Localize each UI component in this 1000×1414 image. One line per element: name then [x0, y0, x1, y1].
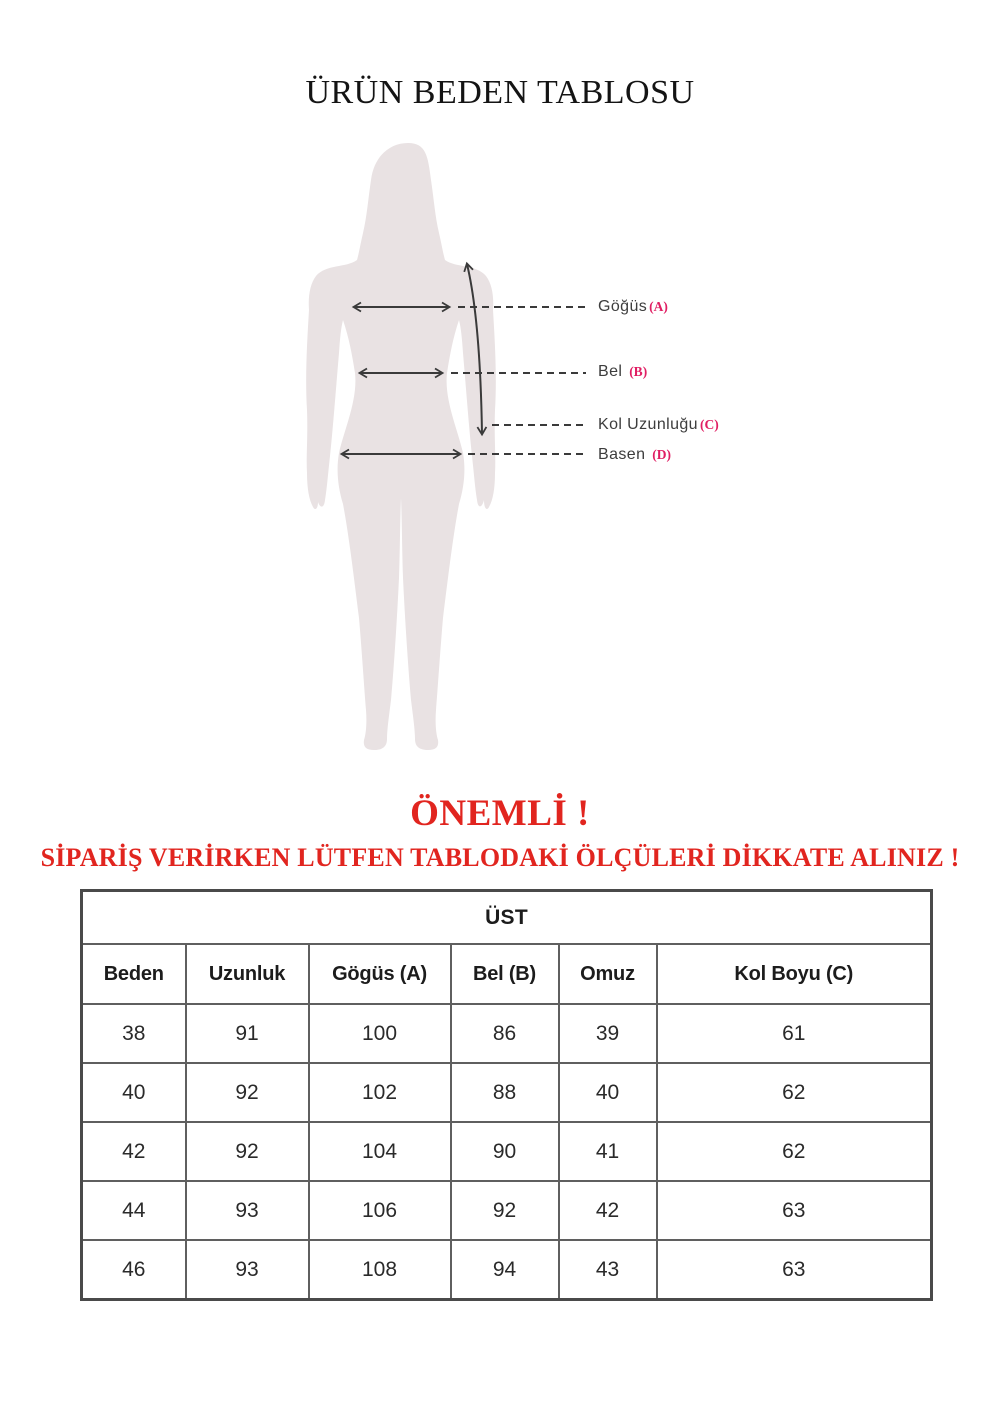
table-row — [82, 1004, 932, 1063]
measurement-label-code: (D) — [652, 447, 671, 462]
measurement-label-hip — [598, 444, 671, 466]
table-cell: 44 — [82, 1181, 186, 1240]
table-cell: 92 — [186, 1122, 309, 1181]
table-cell: 108 — [309, 1240, 451, 1300]
table-cell: 40 — [82, 1063, 186, 1122]
table-cell: 92 — [186, 1063, 309, 1122]
size-table — [80, 889, 933, 1301]
table-cell: 62 — [657, 1122, 932, 1181]
table-cell: 90 — [451, 1122, 559, 1181]
table-cell: 41 — [559, 1122, 657, 1181]
measurement-label-chest — [598, 296, 668, 318]
measurement-label-text: Bel — [598, 363, 623, 380]
column-header-kol-boyu: Kol Boyu (C) — [657, 944, 932, 1004]
important-subheading: SİPARİŞ VERİRKEN LÜTFEN TABLODAKİ ÖLÇÜLERİ DİKKATE ALINIZ ! — [40, 843, 960, 872]
measurement-label-waist — [598, 361, 647, 383]
column-header-uzunluk: Uzunluk — [186, 944, 309, 1004]
measurement-label-code: (B) — [629, 364, 648, 379]
table-cell: 62 — [657, 1063, 932, 1122]
table-cell: 102 — [309, 1063, 451, 1122]
measurement-label-code: (C) — [699, 417, 719, 432]
measurement-label-arm — [598, 414, 719, 436]
measurement-label-text: Kol Uzunluğu — [598, 416, 698, 433]
table-cell: 93 — [186, 1240, 309, 1300]
table-row — [82, 1122, 932, 1181]
column-header-bel: Bel (B) — [451, 944, 559, 1004]
table-group-header-row — [82, 891, 932, 945]
table-cell: 93 — [186, 1181, 309, 1240]
page-title: ÜRÜN BEDEN TABLOSU — [305, 74, 695, 111]
table-cell: 42 — [559, 1181, 657, 1240]
measurement-label-text: Göğüs — [598, 298, 648, 315]
table-cell: 104 — [309, 1122, 451, 1181]
table-cell: 63 — [657, 1181, 932, 1240]
table-row — [82, 1240, 932, 1300]
column-header-gogus: Gögüs (A) — [309, 944, 451, 1004]
table-cell: 88 — [451, 1063, 559, 1122]
table-cell: 94 — [451, 1240, 559, 1300]
table-cell: 100 — [309, 1004, 451, 1063]
table-column-header-row — [82, 944, 932, 1004]
table-cell: 42 — [82, 1122, 186, 1181]
column-header-omuz: Omuz — [559, 944, 657, 1004]
table-cell: 86 — [451, 1004, 559, 1063]
table-cell: 40 — [559, 1063, 657, 1122]
table-cell: 92 — [451, 1181, 559, 1240]
table-cell: 46 — [82, 1240, 186, 1300]
table-cell: 106 — [309, 1181, 451, 1240]
table-cell: 38 — [82, 1004, 186, 1063]
important-heading: ÖNEMLİ ! — [410, 793, 590, 834]
table-cell: 63 — [657, 1240, 932, 1300]
body-measurement-diagram — [270, 138, 600, 763]
group-header-cell: ÜST — [82, 891, 932, 945]
table-cell: 91 — [186, 1004, 309, 1063]
table-row — [82, 1181, 932, 1240]
measurement-label-text: Basen — [598, 446, 646, 463]
table-row — [82, 1063, 932, 1122]
column-header-beden: Beden — [82, 944, 186, 1004]
female-silhouette — [306, 143, 496, 750]
table-cell: 39 — [559, 1004, 657, 1063]
measurement-label-code: (A) — [649, 299, 668, 314]
table-cell: 61 — [657, 1004, 932, 1063]
measurement-diagram-svg — [270, 138, 600, 763]
table-cell: 43 — [559, 1240, 657, 1300]
